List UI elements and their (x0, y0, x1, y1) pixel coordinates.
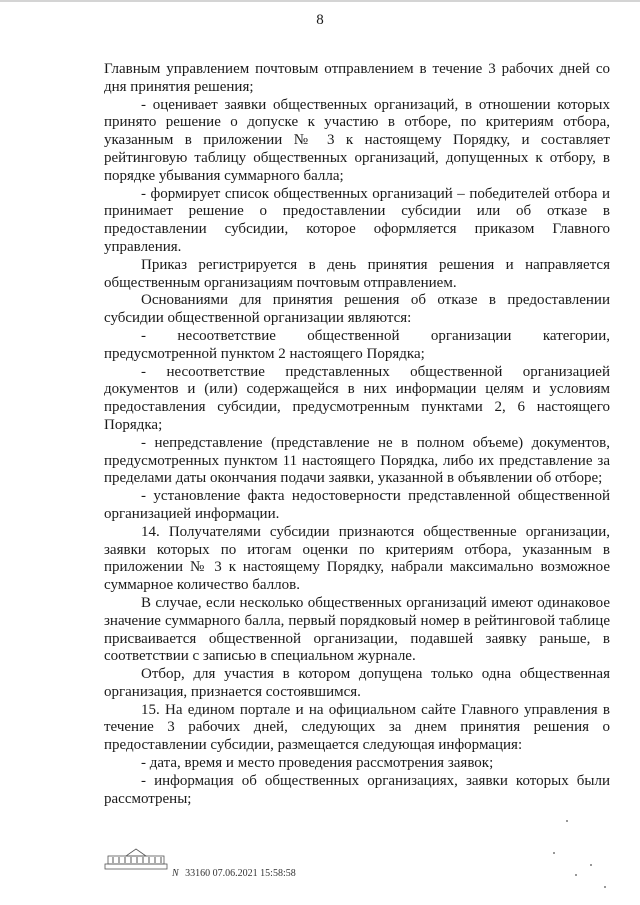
registry-stamp-icon (104, 847, 168, 871)
paragraph: - несоответствие представленных общественной организацией документов и (или) содержащейся в них информации целям и условиям предоставления субсидии, предусмотренным пунктами 2, 6 настоящего Порядка; (104, 363, 610, 433)
paragraph: - несоответствие общественной организации категории, предусмотренной пунктом 2 настоящего Порядка; (104, 327, 610, 362)
document-body (104, 61, 610, 808)
paragraph: 14. Получателями субсидии признаются общественные организации, заявки которых по итогам оценки по критериям отбора, указанным в приложении № 3 к настоящему Порядку, набрали максимально возможное суммарное количество баллов. (104, 523, 610, 594)
page-top-edge (0, 0, 640, 2)
scan-speck (566, 820, 568, 822)
paragraph: Отбор, для участия в котором допущена только одна общественная организация, признается состоявшимся. (104, 666, 610, 700)
paragraph: В случае, если несколько общественных организаций имеют одинаковое значение суммарного балла, первый порядковый номер в рейтинговой таблице присваивается общественной организации, подавшей заявку раньше, в соответствии с записью в специальном журнале. (104, 594, 610, 665)
paragraph: Приказ регистрируется в день принятия решения и направляется общественным организациям почтовым отправлением. (104, 256, 610, 291)
stamp-mark: N (172, 868, 179, 879)
paragraph: Основаниями для принятия решения об отказе в предоставлении субсидии общественной организации являются: (104, 292, 610, 327)
scan-speck (553, 852, 555, 854)
registration-stamp (172, 868, 296, 879)
stamp-doc-number: 33160 (185, 868, 211, 879)
page-number: 8 (316, 12, 324, 28)
paragraph: - оценивает заявки общественных организаций, в отношении которых принято решение о допуске к участию в отборе, по критериям отбора, указанным в приложении № 3 к настоящему Порядку, и составляет рейтинговую таблицу общественных организаций, допущенных к отбору, в порядке убывания суммарного балла; (104, 96, 610, 184)
paragraph: - дата, время и место проведения рассмотрения заявок; (141, 755, 494, 772)
paragraph: - установление факта недостоверности представленной общественной организацией информации. (104, 488, 610, 522)
stamp-timestamp: 07.06.2021 15:58:58 (212, 868, 296, 879)
scan-speck (604, 886, 606, 888)
paragraph: - формирует список общественных организаций – победителей отбора и принимает решение о предоставлении субсидии или об отказе в предоставлении субсидии, которое оформляется приказом Главного управления. (104, 185, 610, 255)
paragraph: - непредставление (представление не в полном объеме) документов, предусмотренных пунктом 11 настоящего Порядка, либо их представление за пределами даты окончания подачи заявки, указанной в объявлении об отборе; (104, 434, 610, 487)
paragraph: Главным управлением почтовым отправлением в течение 3 рабочих дней со дня принятия решения; (104, 61, 610, 95)
paragraph: - информация об общественных организациях, заявки которых были рассмотрены; (104, 772, 610, 807)
paragraph: 15. На едином портале и на официальном сайте Главного управления в течение 3 рабочих дней, следующих за днем принятия решения о предоставлении субсидии, размещается следующая информация: (104, 701, 610, 754)
scan-speck (575, 874, 577, 876)
scan-speck (590, 864, 592, 866)
